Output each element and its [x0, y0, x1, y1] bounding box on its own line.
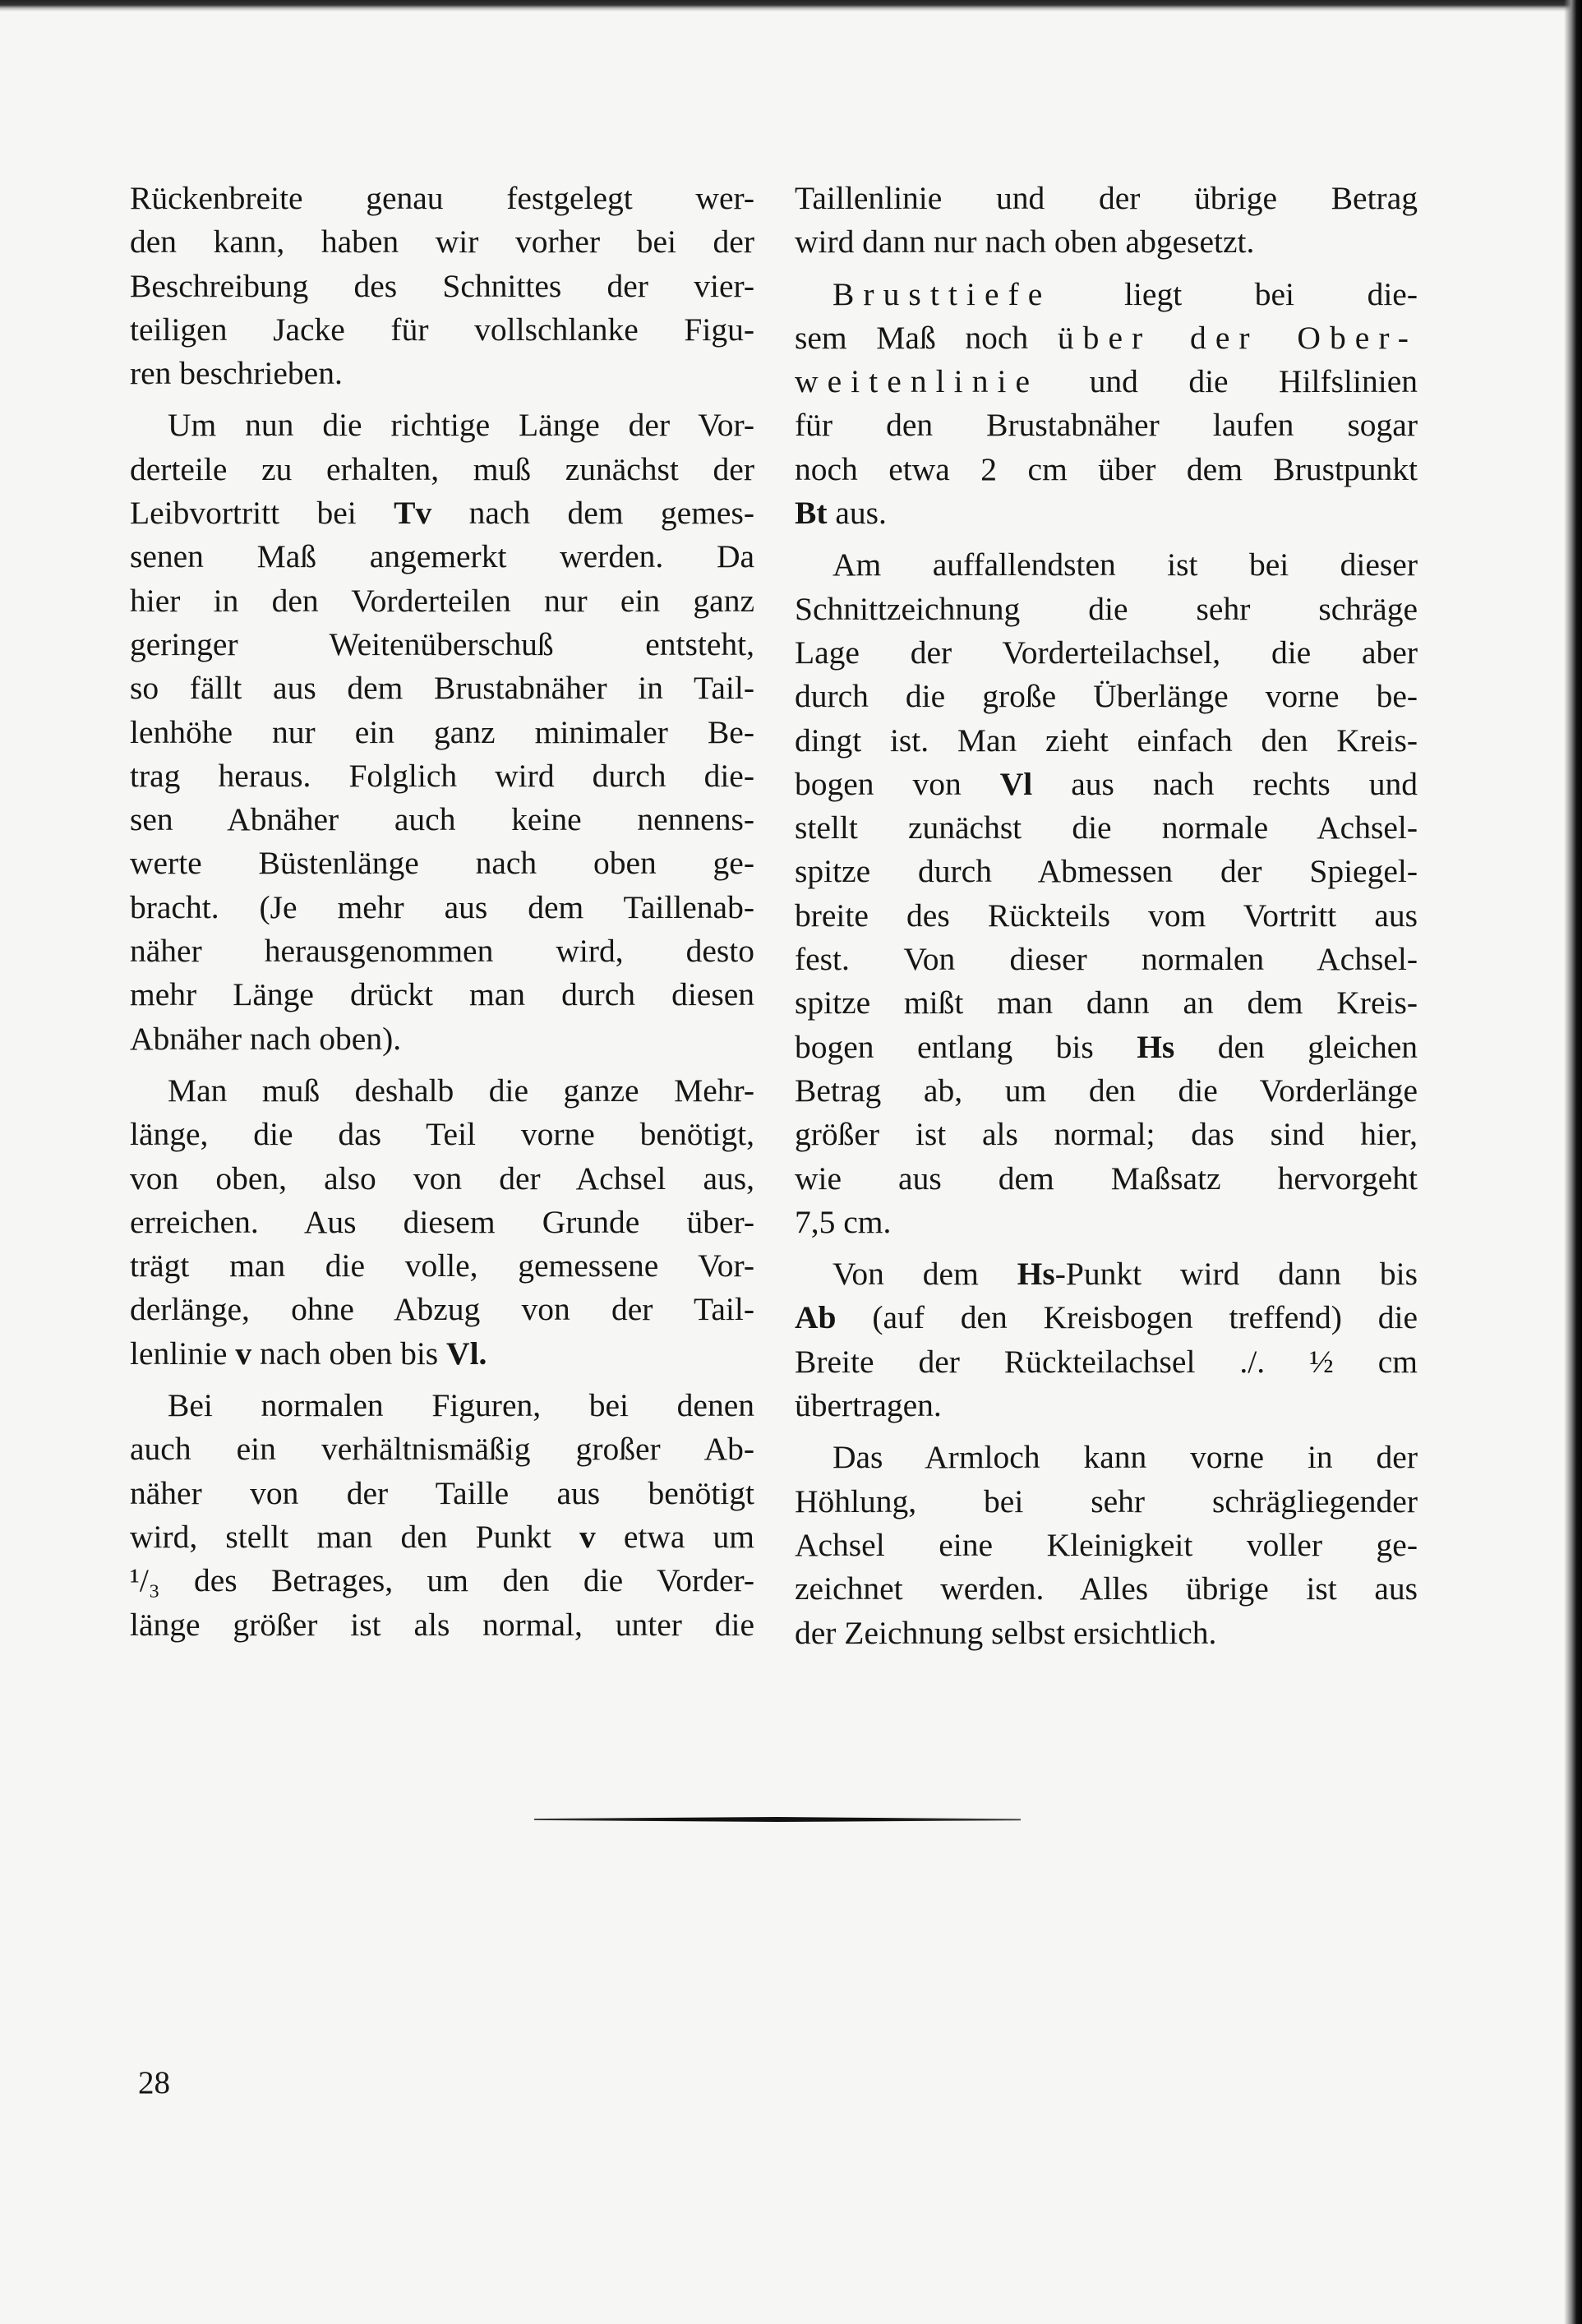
text-line: hier in den Vorderteilen nur ein ganz: [130, 582, 754, 619]
page-right-edge: [1564, 0, 1582, 2324]
text-line: erreichen. Aus diesem Grunde über-: [130, 1203, 754, 1240]
bold-term: Vl.: [446, 1335, 487, 1372]
paragraph: [795, 1252, 1418, 1427]
text-line: übertragen.: [795, 1387, 942, 1424]
text-column-left: [130, 177, 754, 1655]
text-line: Lage der Vorderteilachsel, die aber: [795, 634, 1418, 671]
text-line: wie aus dem Maßsatz hervorgeht: [795, 1160, 1418, 1197]
text-line: mehr Länge drückt man durch diesen: [130, 976, 754, 1013]
text-line: bogen von Vl aus nach rechts und: [795, 765, 1418, 802]
text-line: derteile zu erhalten, muß zunächst der: [130, 450, 754, 487]
paragraph: [130, 177, 754, 395]
text-line: Höhlung, bei sehr schrägliegender: [795, 1482, 1418, 1519]
text-line: noch etwa 2 cm über dem Brustpunkt: [795, 450, 1418, 487]
text-line: dingt ist. Man zieht einfach den Kreis-: [795, 722, 1418, 759]
bold-term: Tv: [394, 495, 432, 532]
text-line: so fällt aus dem Brustabnäher in Tail-: [130, 670, 754, 707]
text-line: geringer Weitenüberschuß entsteht,: [130, 625, 754, 662]
bold-term: Bt: [795, 495, 828, 532]
text-line: Das Armloch kann vorne in der: [833, 1439, 1418, 1476]
paragraph: [130, 1384, 754, 1647]
page-number: 28: [138, 2065, 170, 2100]
paragraph: [795, 1436, 1418, 1654]
text-line: teiligen Jacke für vollschlanke Figu-: [130, 311, 754, 348]
emphasized-term: Brusttiefe: [833, 275, 1052, 312]
section-end-rule: [534, 1817, 1021, 1822]
text-line: ren beschrieben.: [130, 355, 343, 392]
text-line: Am auffallendsten ist bei dieser: [833, 546, 1418, 583]
bold-term: Ab: [795, 1299, 837, 1336]
text-line: spitze durch Abmessen der Spiegel-: [795, 853, 1418, 890]
text-line: wird dann nur nach oben abgesetzt.: [795, 224, 1255, 261]
text-line: größer ist als normal; das sind hier,: [795, 1116, 1418, 1153]
text-line: ¹/₃ des Betrages, um den die Vorder-: [130, 1562, 754, 1599]
text-line: für den Brustabnäher laufen sogar: [795, 407, 1418, 444]
emphasized-term: über der Ober-: [1057, 319, 1418, 356]
text-line: fest. Von dieser normalen Achsel-: [795, 941, 1418, 978]
text-line: lenhöhe nur ein ganz minimaler Be-: [130, 713, 754, 750]
text-line: lenlinie v nach oben bis Vl.: [130, 1335, 487, 1372]
text-line: durch die große Überlänge vorne be-: [795, 678, 1418, 715]
text-line: Taillenlinie und der übrige Betrag: [795, 180, 1418, 216]
text-line: Schnittzeichnung die sehr schräge: [795, 590, 1418, 627]
text-line: breite des Rückteils vom Vortritt aus: [795, 897, 1418, 934]
text-line: Von dem Hs-Punkt wird dann bis: [833, 1256, 1418, 1293]
text-line: näher herausgenommen wird, desto: [130, 933, 754, 970]
text-line: senen Maß angemerkt werden. Da: [130, 538, 754, 575]
text-line: bogen entlang bis Hs den gleichen: [795, 1028, 1418, 1065]
paragraph: [795, 543, 1418, 1244]
text-line: bracht. (Je mehr aus dem Taillenab-: [130, 888, 754, 925]
text-line: sem Maß noch über der Ober-: [795, 319, 1418, 356]
bold-term: Hs: [1137, 1028, 1175, 1065]
text-line: Man muß deshalb die ganze Mehr-: [168, 1072, 754, 1109]
text-line: wird, stellt man den Punkt v etwa um: [130, 1518, 754, 1555]
text-line: weitenlinie und die Hilfslinien: [795, 363, 1418, 400]
paragraph: [130, 1069, 754, 1376]
text-line: trägt man die volle, gemessene Vor-: [130, 1247, 754, 1284]
text-line: derlänge, ohne Abzug von der Tail-: [130, 1291, 754, 1328]
text-line: länge, die das Teil vorne benötigt,: [130, 1116, 754, 1153]
text-line: der Zeichnung selbst ersichtlich.: [795, 1614, 1217, 1651]
text-line: 7,5 cm.: [795, 1203, 892, 1240]
text-line: stellt zunächst die normale Achsel-: [795, 809, 1418, 846]
text-line: Ab (auf den Kreisbogen treffend) die: [795, 1299, 1418, 1336]
text-line: Breite der Rückteilachsel ./. ½ cm: [795, 1343, 1418, 1380]
text-line: zeichnet werden. Alles übrige ist aus: [795, 1570, 1418, 1607]
text-line: näher von der Taille aus benötigt: [130, 1474, 754, 1511]
emphasized-term: weitenlinie: [795, 363, 1040, 400]
text-line: sen Abnäher auch keine nennens-: [130, 801, 754, 838]
text-line: Abnäher nach oben).: [130, 1020, 402, 1057]
text-line: Bei normalen Figuren, bei denen: [168, 1387, 754, 1424]
text-line: Beschreibung des Schnittes der vier-: [130, 267, 754, 304]
text-line: Um nun die richtige Länge der Vor-: [168, 407, 754, 444]
text-line: Brusttiefe liegt bei die-: [833, 275, 1418, 312]
bold-term: Hs: [1017, 1256, 1055, 1293]
text-line: Bt aus.: [795, 495, 887, 532]
bold-term: Vl: [999, 765, 1033, 802]
bold-term: v: [579, 1518, 596, 1555]
text-line: Achsel eine Kleinigkeit voller ge-: [795, 1526, 1418, 1563]
text-line: von oben, also von der Achsel aus,: [130, 1160, 754, 1197]
text-line: auch ein verhältnismäßig großer Ab-: [130, 1431, 754, 1468]
text-line: den kann, haben wir vorher bei der: [130, 224, 754, 261]
paragraph: [795, 273, 1418, 536]
text-line: Leibvortritt bei Tv nach dem gemes-: [130, 495, 754, 532]
bold-term: v: [235, 1335, 252, 1372]
text-column-right: [795, 177, 1418, 1663]
text-line: Rückenbreite genau festgelegt wer-: [130, 180, 754, 216]
text-line: werte Büstenlänge nach oben ge-: [130, 845, 754, 882]
text-line: Betrag ab, um den die Vorderlänge: [795, 1072, 1418, 1109]
paragraph: [795, 177, 1418, 265]
page-top-edge: [0, 0, 1582, 12]
text-line: trag heraus. Folglich wird durch die-: [130, 757, 754, 794]
text-line: länge größer ist als normal, unter die: [130, 1606, 754, 1643]
text-line: spitze mißt man dann an dem Kreis-: [795, 984, 1418, 1021]
paragraph: [130, 403, 754, 1060]
